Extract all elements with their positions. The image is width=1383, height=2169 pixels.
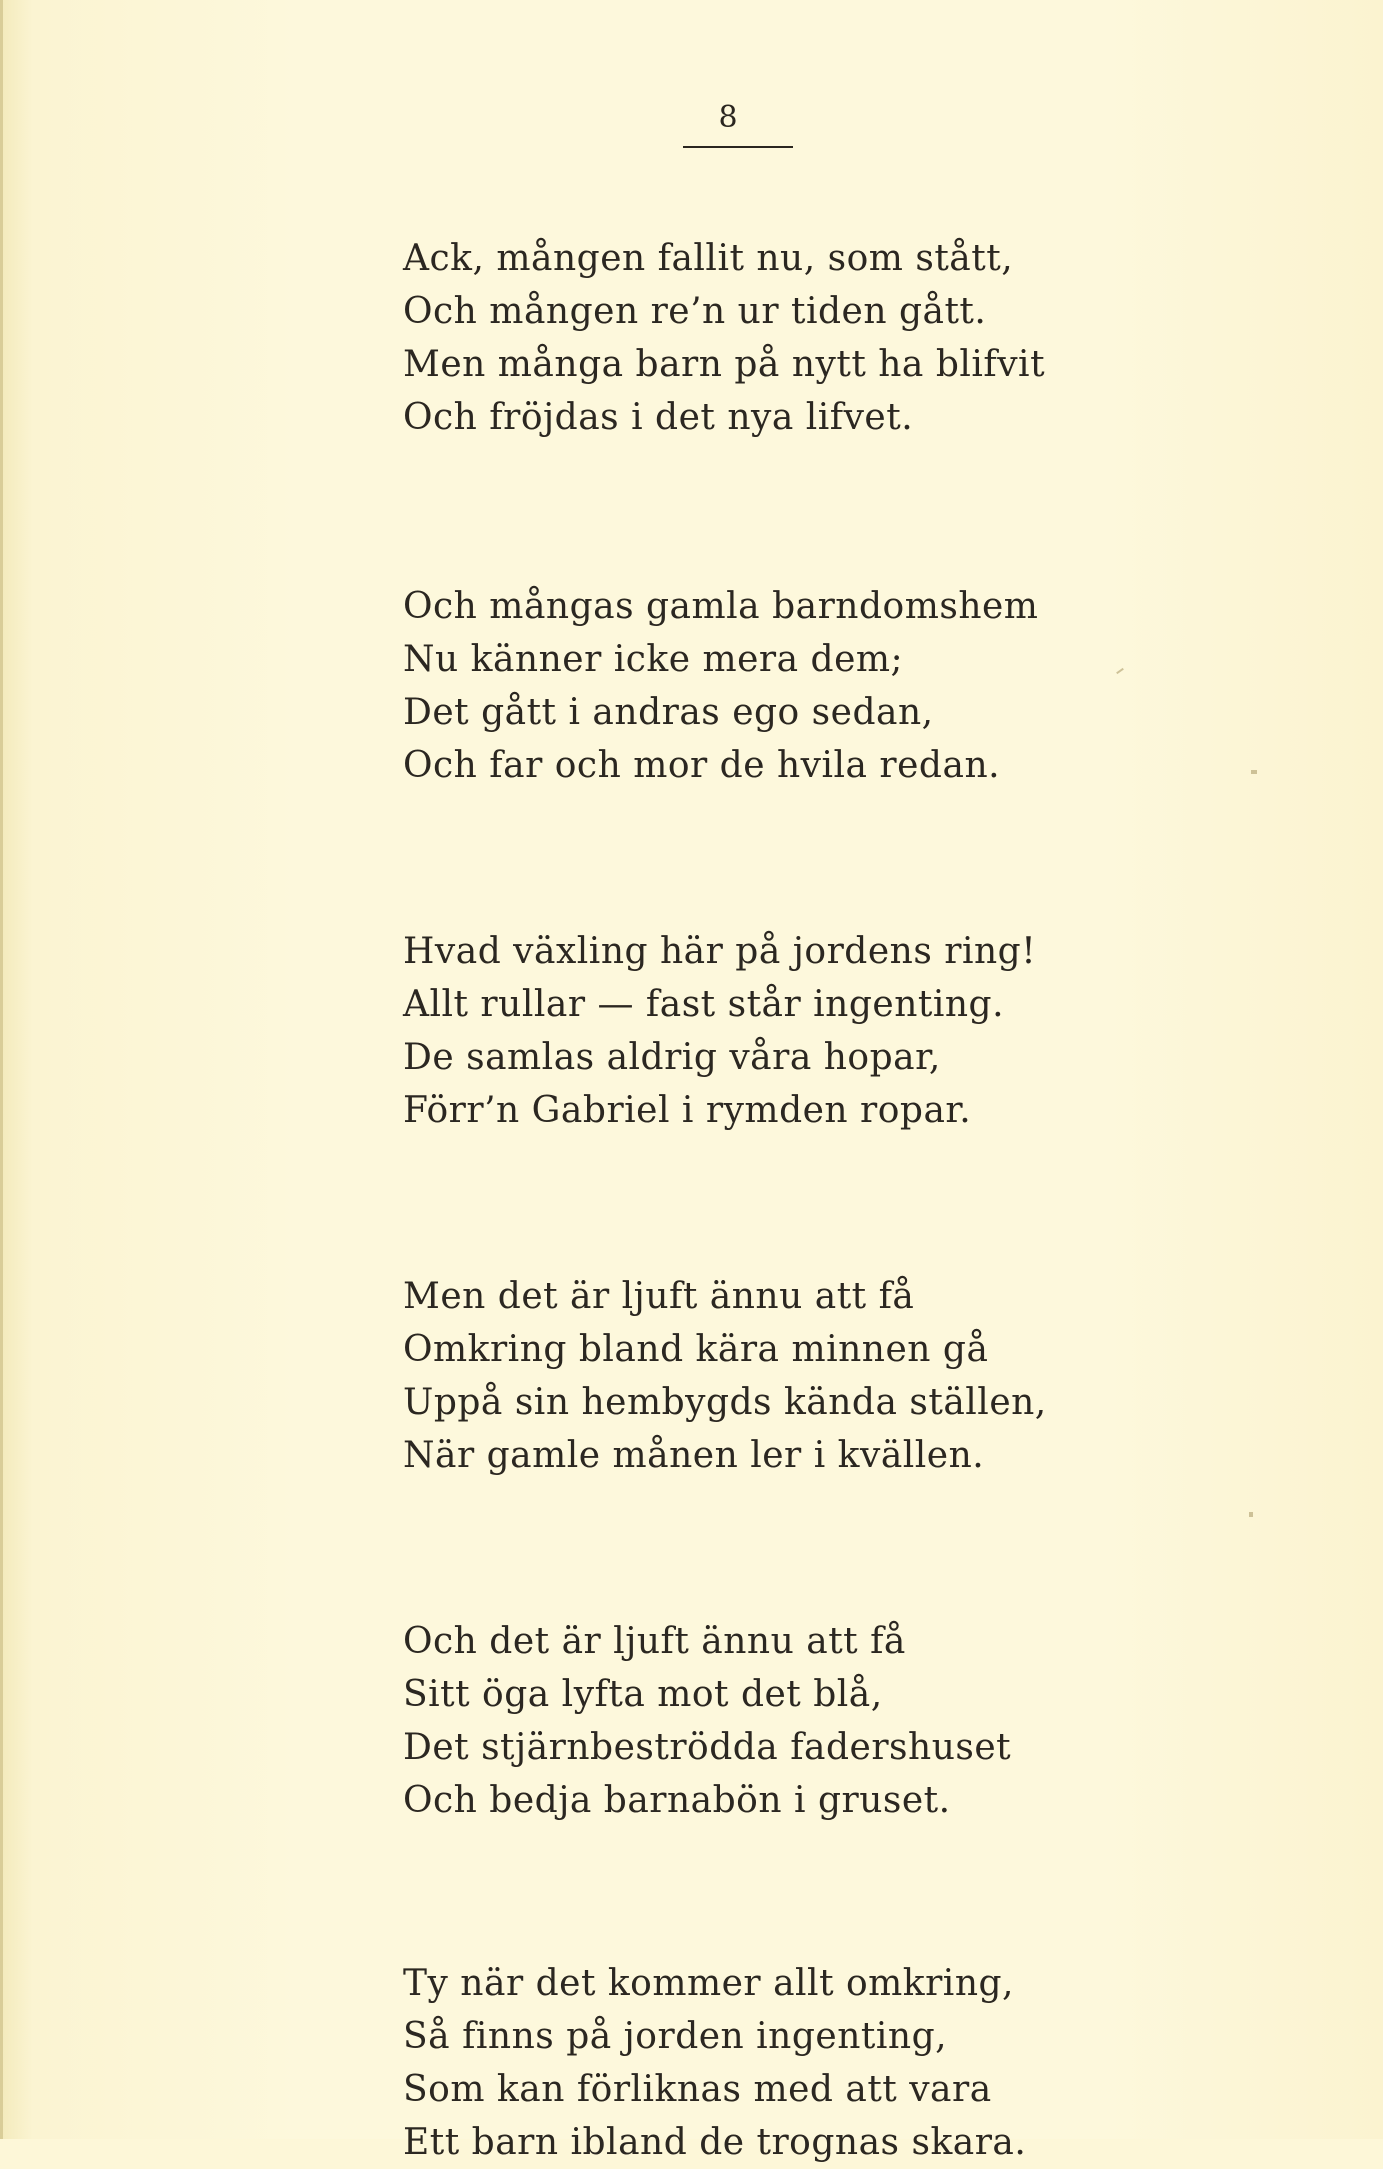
poem — [403, 232, 1163, 2169]
poem-line: Hvad växling här på jordens ring! — [403, 931, 1037, 972]
poem-line: Allt rullar — fast står ingenting. — [403, 984, 1005, 1025]
poem-line: Och det är ljuft ännu att få — [403, 1621, 906, 1662]
poem-line: Det gått i andras ego sedan, — [403, 692, 934, 733]
poem-line: Men det är ljuft ännu att få — [403, 1276, 915, 1317]
poem-line: Men många barn på nytt ha blifvit — [403, 344, 1046, 385]
poem-line: Och fröjdas i det nya lifvet. — [403, 397, 914, 438]
page-number: 8 — [718, 100, 738, 135]
stanza-3 — [403, 925, 1163, 1137]
poem-line: Så finns på jorden ingenting, — [403, 2016, 948, 2057]
poem-line: Ack, mången fallit nu, som stått, — [403, 238, 1014, 279]
poem-line: Och mången re’n ur tiden gått. — [403, 291, 987, 332]
poem-line: Ett barn ibland de trognas skara. — [403, 2122, 1027, 2163]
stanza-5 — [403, 1615, 1163, 1827]
poem-line: Förr’n Gabriel i rymden ropar. — [403, 1090, 972, 1131]
poem-line: Som kan förliknas med att vara — [403, 2069, 992, 2110]
poem-line: Nu känner icke mera dem; — [403, 639, 904, 680]
stanza-6 — [403, 1957, 1163, 2169]
poem-line: Och far och mor de hvila redan. — [403, 745, 1001, 786]
stanza-2 — [403, 580, 1163, 792]
poem-line: Det stjärnbeströdda fadershuset — [403, 1727, 1012, 1768]
poem-line: Sitt öga lyfta mot det blå, — [403, 1674, 883, 1715]
page-number-rule — [683, 146, 793, 148]
poem-line: Och mångas gamla barndomshem — [403, 586, 1039, 627]
paper-speck — [1251, 770, 1257, 774]
poem-line: De samlas aldrig våra hopar, — [403, 1037, 941, 1078]
stanza-1 — [403, 232, 1163, 444]
poem-line: Och bedja barnabön i gruset. — [403, 1780, 951, 1821]
poem-line: När gamle månen ler i kvällen. — [403, 1435, 985, 1476]
poem-line: Uppå sin hembygds kända ställen, — [403, 1382, 1047, 1423]
paper-speck — [1249, 1512, 1253, 1517]
poem-line: Omkring bland kära minnen gå — [403, 1329, 989, 1370]
poem-line: Ty när det kommer allt omkring, — [403, 1963, 1014, 2004]
stanza-4 — [403, 1270, 1163, 1482]
